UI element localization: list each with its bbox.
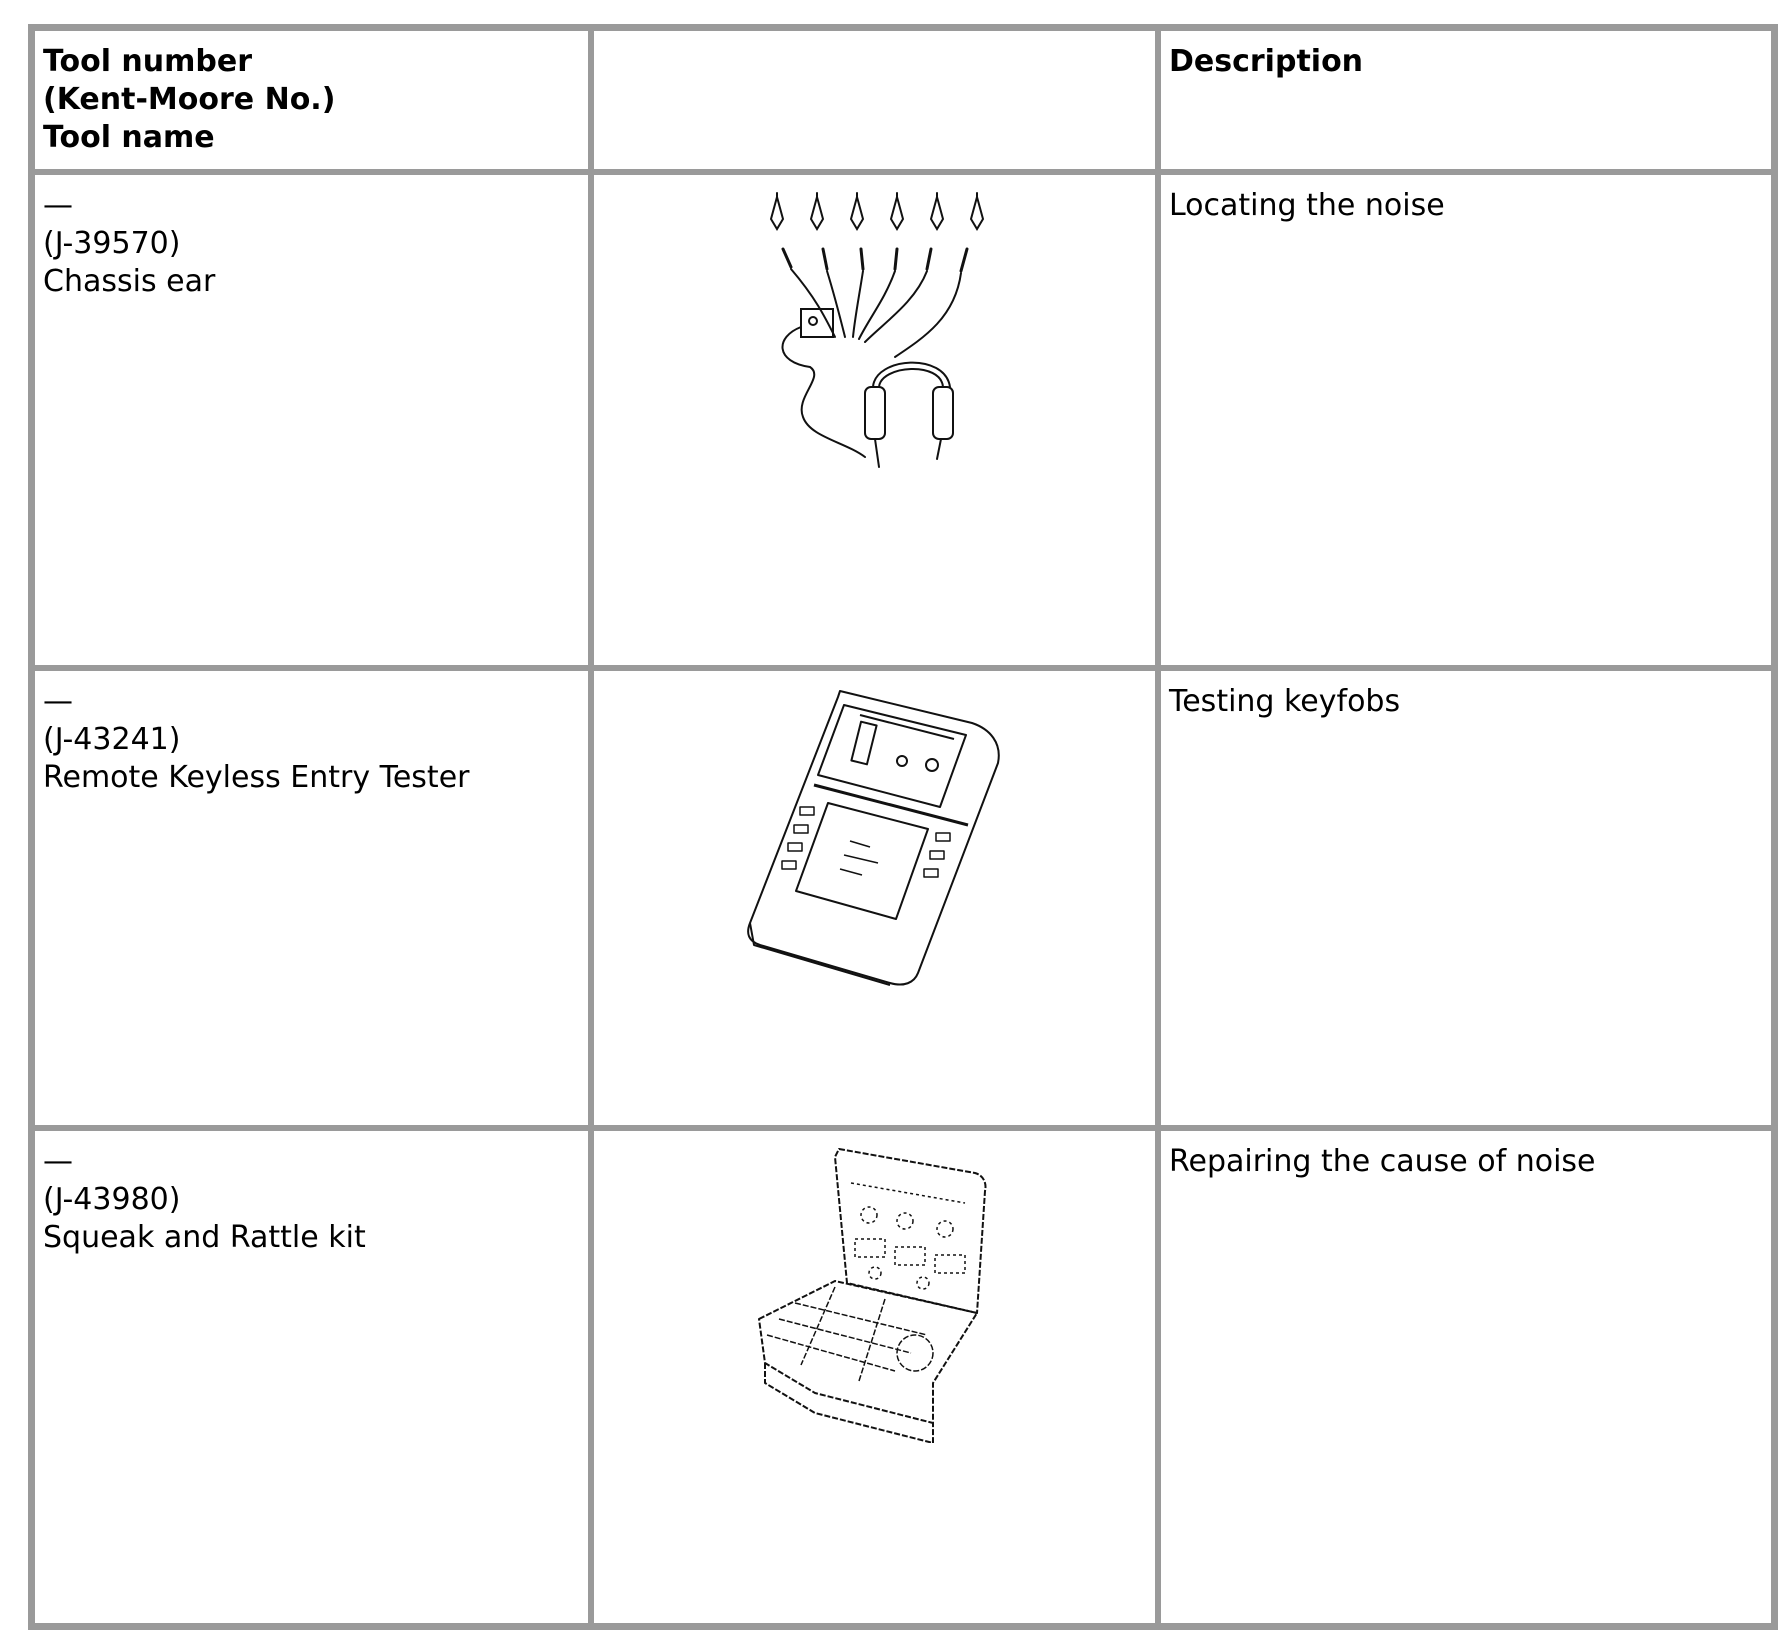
squeak-rattle-kit-illustration [755,1143,995,1443]
tool-name: Chassis ear [43,264,216,299]
table-row [32,1128,1774,1626]
kent-moore-number: (J-43980) [43,1182,181,1217]
kent-moore-number: (J-39570) [43,226,181,261]
tool-number-dash: — [43,1144,73,1179]
description-cell: Locating the noise [1158,172,1774,668]
header-tool-number-label: Tool number [43,44,253,79]
tool-illustration-cell [591,668,1158,1128]
header-tool-number [32,28,591,172]
description-cell: Repairing the cause of noise [1158,1128,1774,1626]
header-tool-name-label: Tool name [43,120,215,155]
table-row [32,668,1774,1128]
header-illustration [591,28,1158,172]
special-tools-table [28,24,1778,1630]
tool-illustration-cell [591,1128,1158,1626]
table-row [32,172,1774,668]
tool-info-cell [32,668,591,1128]
description-cell: Testing keyfobs [1158,668,1774,1128]
tool-info-cell [32,1128,591,1626]
tool-name: Squeak and Rattle kit [43,1220,366,1255]
table-header-row [32,28,1774,172]
tool-name: Remote Keyless Entry Tester [43,760,470,795]
tool-info-cell [32,172,591,668]
header-description: Description [1158,28,1774,172]
keyless-entry-tester-illustration [740,683,1010,993]
chassis-ear-illustration [755,187,995,487]
tool-illustration-cell [591,172,1158,668]
tool-number-dash: — [43,684,73,719]
header-kent-moore-label: (Kent-Moore No.) [43,82,336,117]
tool-number-dash: — [43,188,73,223]
kent-moore-number: (J-43241) [43,722,181,757]
